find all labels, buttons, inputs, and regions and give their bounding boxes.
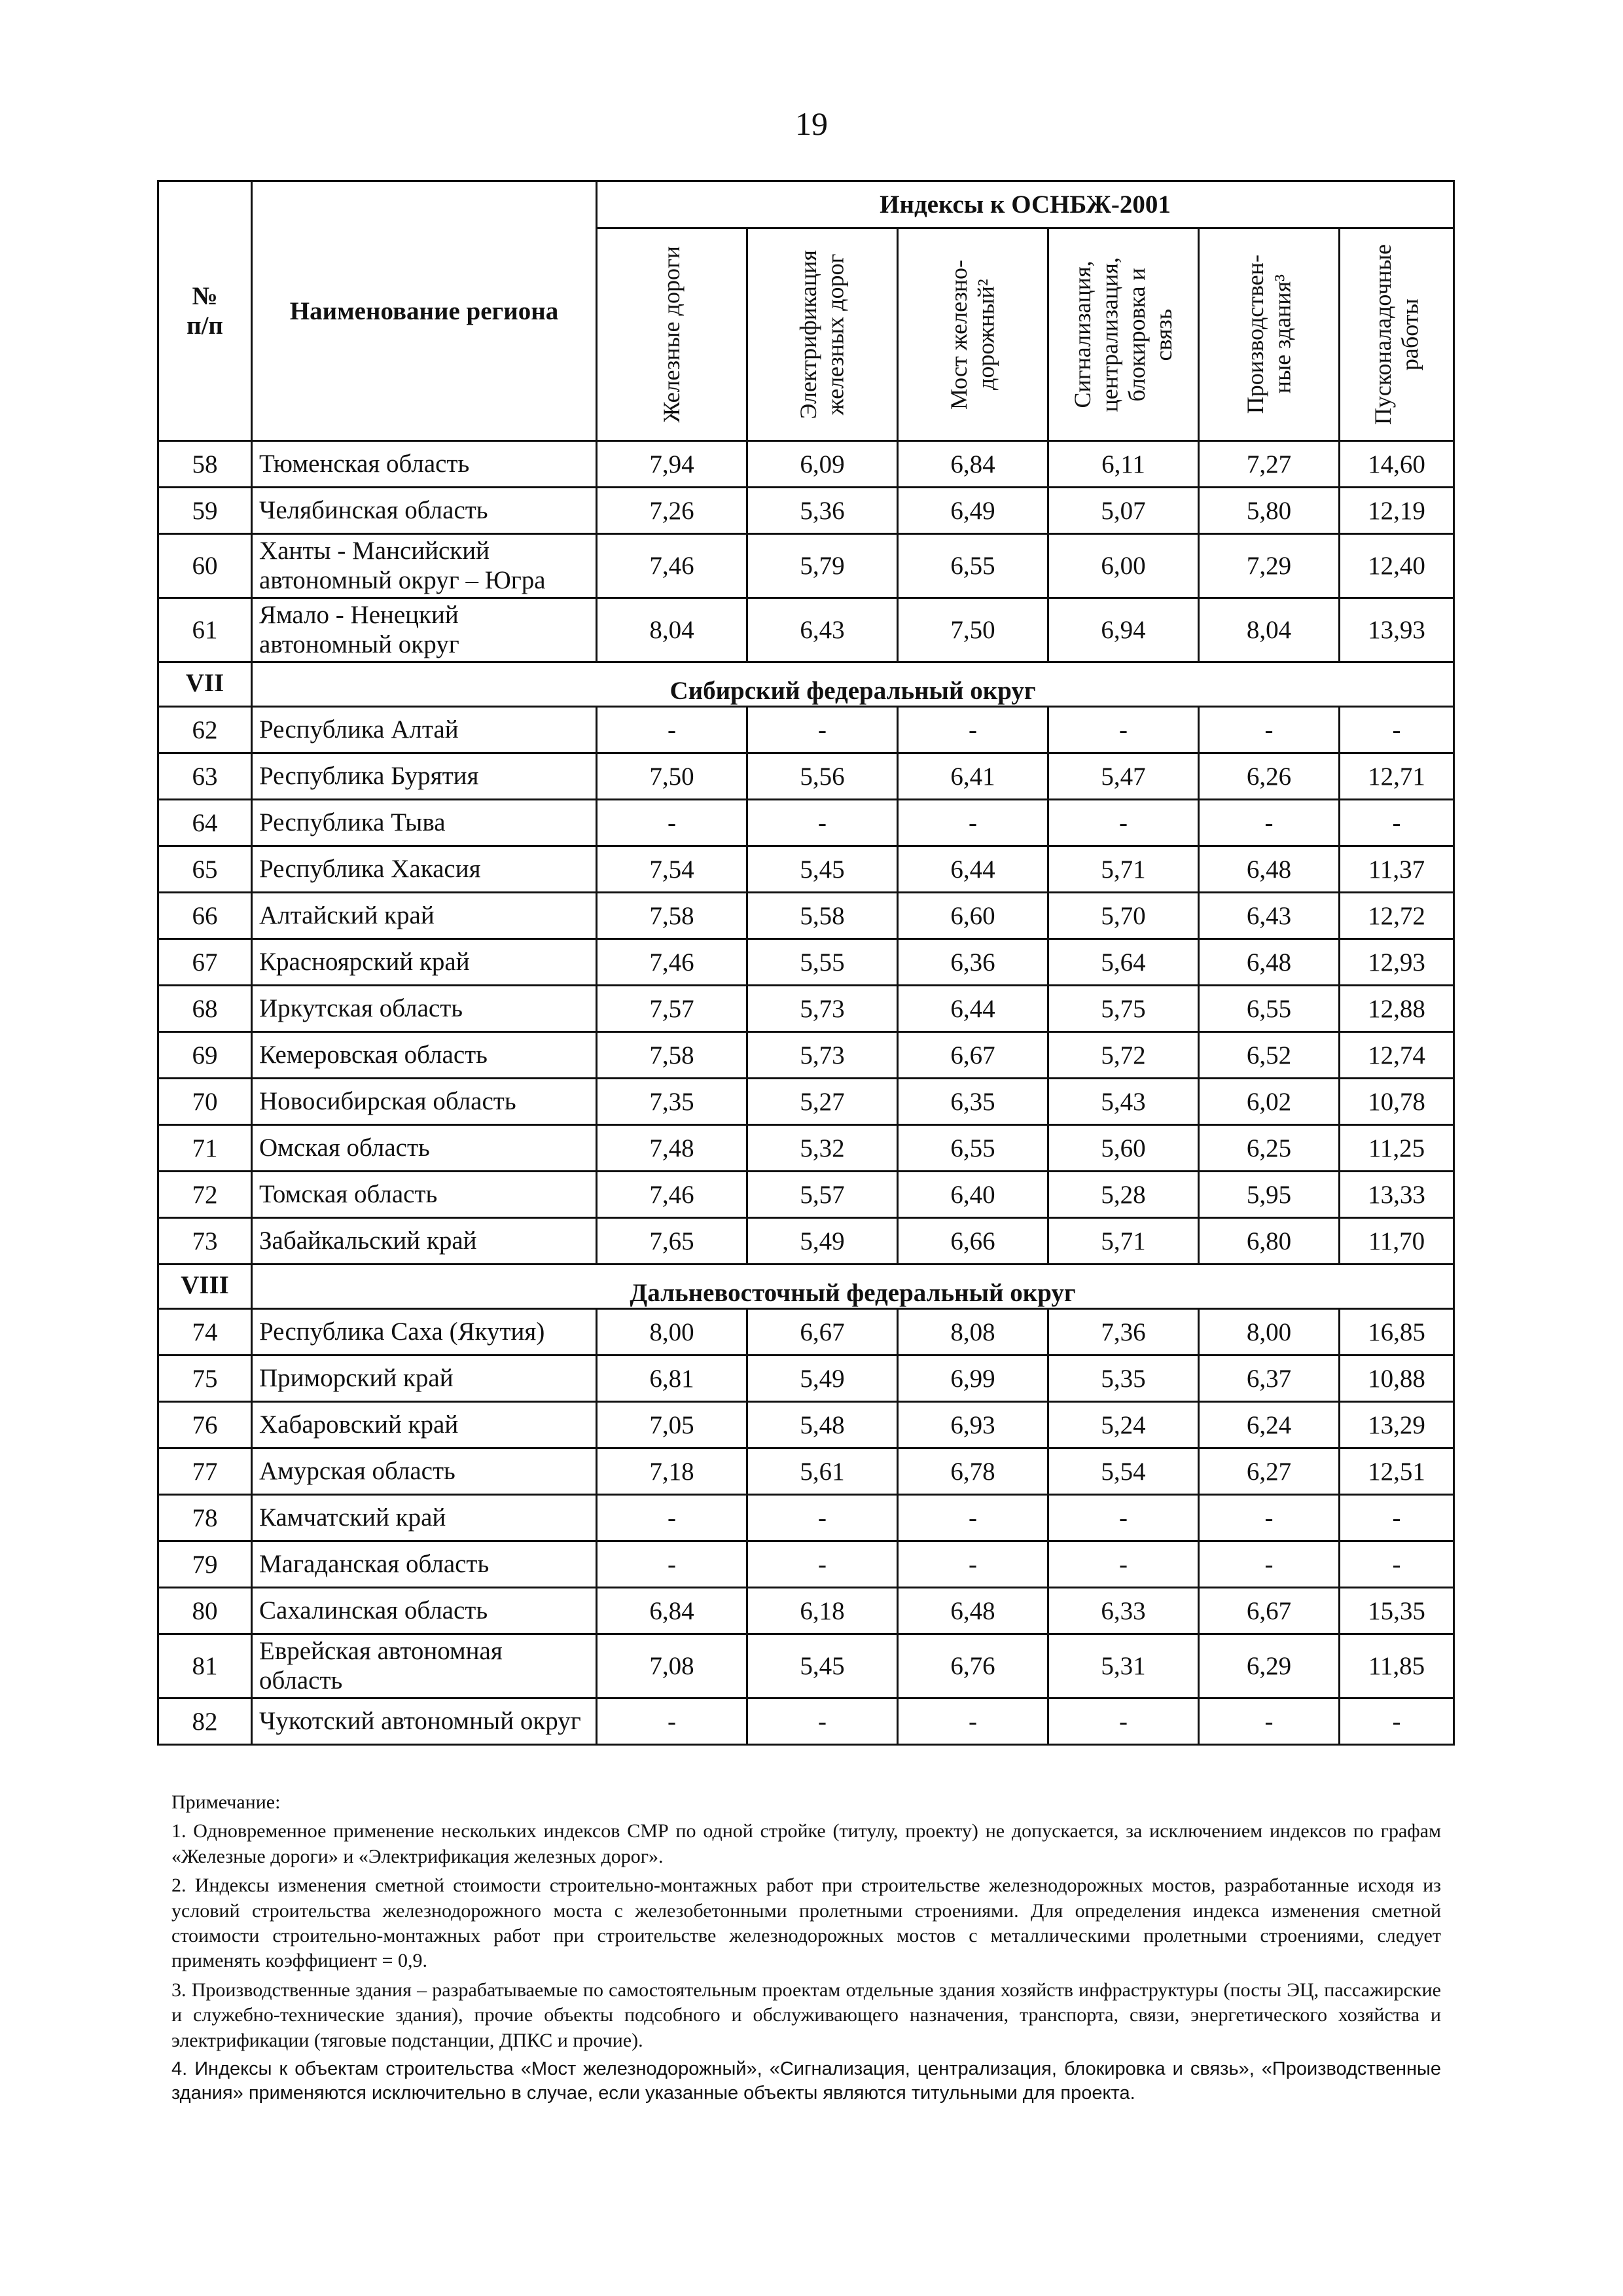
row-number: 76 (158, 1402, 252, 1448)
index-value: 6,35 (898, 1079, 1048, 1125)
row-number: 62 (158, 707, 252, 753)
index-value: 7,58 (597, 893, 747, 939)
index-value: 6,36 (898, 939, 1048, 986)
index-value: 7,46 (597, 1172, 747, 1218)
index-value: - (747, 1698, 898, 1745)
index-value: 5,45 (747, 846, 898, 893)
table-row (158, 753, 1454, 800)
group-header: Индексы к ОСНБЖ-2001 (597, 181, 1454, 228)
index-value: 6,55 (898, 534, 1048, 598)
index-value: 10,88 (1340, 1355, 1454, 1402)
region-name: Республика Саха (Якутия) (252, 1309, 597, 1355)
index-value: 5,71 (1048, 1218, 1199, 1265)
region-name: Камчатский край (252, 1495, 597, 1541)
region-name: Хабаровский край (252, 1402, 597, 1448)
index-value: 6,99 (898, 1355, 1048, 1402)
index-value: 7,08 (597, 1634, 747, 1698)
index-value: 6,37 (1199, 1355, 1340, 1402)
note-3: 3. Производственные здания – разрабатываемые по самостоятельным проектам отдельные здания хозяйств инфраструктуры (посты ЭЦ, пассажирские и служебно-технические здания), прочие объекты подсобного и обслуживающего назначения, транспорта, связи, энергетического хозяйства и электрификации (тяговые подстанции, ДПКС и прочие). (171, 1979, 1441, 2051)
index-value: 5,73 (747, 986, 898, 1032)
index-value: 12,40 (1340, 534, 1454, 598)
index-value: - (1199, 1541, 1340, 1588)
index-value: 8,00 (1199, 1309, 1340, 1355)
index-value: 7,29 (1199, 534, 1340, 598)
section-number: VIII (158, 1265, 252, 1309)
section-title: Дальневосточный федеральный округ (252, 1265, 1454, 1309)
table-row (158, 1032, 1454, 1079)
index-value: 5,79 (747, 534, 898, 598)
row-number: 63 (158, 753, 252, 800)
index-value: 11,25 (1340, 1125, 1454, 1172)
region-name: Еврейская автономная область (252, 1634, 597, 1698)
index-value: 15,35 (1340, 1588, 1454, 1634)
region-name: Томская область (252, 1172, 597, 1218)
region-name: Забайкальский край (252, 1218, 597, 1265)
index-value: 12,51 (1340, 1448, 1454, 1495)
index-value: 6,41 (898, 753, 1048, 800)
index-value: - (1048, 1495, 1199, 1541)
index-value: 5,28 (1048, 1172, 1199, 1218)
index-value: 5,36 (747, 488, 898, 534)
index-value: - (747, 1495, 898, 1541)
row-number: 81 (158, 1634, 252, 1698)
index-value: 6,55 (1199, 986, 1340, 1032)
index-value: 11,37 (1340, 846, 1454, 893)
index-value: 6,78 (898, 1448, 1048, 1495)
notes-title: Примечание: (171, 1791, 281, 1813)
row-number: 69 (158, 1032, 252, 1079)
index-value: 12,88 (1340, 986, 1454, 1032)
row-number: 74 (158, 1309, 252, 1355)
region-name: Иркутская область (252, 986, 597, 1032)
table-row (158, 1355, 1454, 1402)
index-value: 5,72 (1048, 1032, 1199, 1079)
index-value: 5,35 (1048, 1355, 1199, 1402)
index-value: - (898, 1495, 1048, 1541)
index-value: - (1340, 707, 1454, 753)
region-name: Приморский край (252, 1355, 597, 1402)
note-1: 1. Одновременное применение нескольких индексов СМР по одной стройке (титулу, проекту) не допускается, за исключением индексов по графам «Железные дороги» и «Электрификация железных дорог». (171, 1820, 1441, 1867)
index-value: 6,49 (898, 488, 1048, 534)
index-value: - (898, 1541, 1048, 1588)
index-value: 6,67 (898, 1032, 1048, 1079)
note-2: 2. Индексы изменения сметной стоимости строительно-монтажных работ при строительстве железнодорожных мостов, разработанные исходя из условий строительства железнодорожного моста с железобетонными пролетными строениями. Для определения индекса изменения сметной стоимости строительно-монтажных работ при строительстве железнодорожных мостов с металлическими пролетными строениями, следует применять коэффициент = 0,9. (171, 1874, 1441, 1972)
table-row (158, 1634, 1454, 1698)
table-row (158, 1079, 1454, 1125)
index-value: - (1199, 1495, 1340, 1541)
table-row (158, 1218, 1454, 1265)
index-value: - (747, 800, 898, 846)
index-value: 6,84 (597, 1588, 747, 1634)
index-value: 7,57 (597, 986, 747, 1032)
table-row (158, 1402, 1454, 1448)
table-row (158, 1698, 1454, 1745)
index-value: - (597, 707, 747, 753)
index-value: 6,55 (898, 1125, 1048, 1172)
index-value: 6,02 (1199, 1079, 1340, 1125)
region-name: Красноярский край (252, 939, 597, 986)
index-value: 6,43 (1199, 893, 1340, 939)
index-value: 5,45 (747, 1634, 898, 1698)
row-number: 82 (158, 1698, 252, 1745)
index-value: - (1048, 1541, 1199, 1588)
row-number: 72 (158, 1172, 252, 1218)
index-value: 6,43 (747, 598, 898, 662)
index-value: 5,64 (1048, 939, 1199, 986)
index-value: 7,58 (597, 1032, 747, 1079)
sub-header-2: Электрификация железных дорог (747, 228, 898, 441)
table-row (158, 986, 1454, 1032)
index-value: 5,75 (1048, 986, 1199, 1032)
index-value: 6,67 (1199, 1588, 1340, 1634)
index-value: - (898, 707, 1048, 753)
index-value: 7,46 (597, 939, 747, 986)
table-row (158, 800, 1454, 846)
index-value: 6,00 (1048, 534, 1199, 598)
index-value: 5,49 (747, 1355, 898, 1402)
index-value: - (1048, 800, 1199, 846)
col-num-header: № п/п (158, 181, 252, 441)
index-value: 6,11 (1048, 441, 1199, 488)
index-value: 5,07 (1048, 488, 1199, 534)
table-row (158, 893, 1454, 939)
index-value: 6,09 (747, 441, 898, 488)
index-value: 6,27 (1199, 1448, 1340, 1495)
index-value: 6,80 (1199, 1218, 1340, 1265)
index-value: 6,25 (1199, 1125, 1340, 1172)
region-name: Республика Тыва (252, 800, 597, 846)
index-value: 5,73 (747, 1032, 898, 1079)
index-value: 7,27 (1199, 441, 1340, 488)
row-number: 64 (158, 800, 252, 846)
index-value: - (1199, 707, 1340, 753)
index-value: 12,74 (1340, 1032, 1454, 1079)
index-value: 7,50 (597, 753, 747, 800)
row-number: 71 (158, 1125, 252, 1172)
notes-section (171, 1790, 1441, 2109)
index-value: 6,84 (898, 441, 1048, 488)
row-number: 66 (158, 893, 252, 939)
index-value: 6,93 (898, 1402, 1048, 1448)
row-number: 58 (158, 441, 252, 488)
index-value: 7,26 (597, 488, 747, 534)
index-value: 7,65 (597, 1218, 747, 1265)
row-number: 68 (158, 986, 252, 1032)
row-number: 59 (158, 488, 252, 534)
index-value: 5,27 (747, 1079, 898, 1125)
index-value: - (597, 1698, 747, 1745)
region-name: Магаданская область (252, 1541, 597, 1588)
index-value: 5,49 (747, 1218, 898, 1265)
index-value: 12,93 (1340, 939, 1454, 986)
index-value: 8,04 (1199, 598, 1340, 662)
index-value: 7,94 (597, 441, 747, 488)
table-row (158, 846, 1454, 893)
index-value: 12,19 (1340, 488, 1454, 534)
index-value: 5,60 (1048, 1125, 1199, 1172)
region-name: Республика Алтай (252, 707, 597, 753)
table-row (158, 1448, 1454, 1495)
index-value: 12,71 (1340, 753, 1454, 800)
page-number: 19 (795, 105, 828, 142)
section-row (158, 1265, 1454, 1309)
index-value: 5,58 (747, 893, 898, 939)
section-number: VII (158, 662, 252, 707)
index-value: 13,33 (1340, 1172, 1454, 1218)
sub-header-4: Сигнализация, централизация, блокировка и связь (1048, 228, 1199, 441)
note-4: 4. Индексы к объектам строительства «Мост железнодорожный», «Сигнализация, централизация, блокировка и связь», «Производственные здания» применяются исключительно в случае, если указанные объекты являются титульными для проекта. (171, 2058, 1441, 2104)
index-value: 13,29 (1340, 1402, 1454, 1448)
index-value: 5,31 (1048, 1634, 1199, 1698)
row-number: 75 (158, 1355, 252, 1402)
index-value: 6,40 (898, 1172, 1048, 1218)
table-row (158, 1588, 1454, 1634)
index-value: 6,26 (1199, 753, 1340, 800)
row-number: 60 (158, 534, 252, 598)
row-number: 77 (158, 1448, 252, 1495)
index-value: 6,48 (898, 1588, 1048, 1634)
index-value: 11,70 (1340, 1218, 1454, 1265)
sub-header-1: Железные дороги (597, 228, 747, 441)
index-value: - (898, 800, 1048, 846)
index-value: 5,55 (747, 939, 898, 986)
table-row (158, 1125, 1454, 1172)
index-value: - (1199, 800, 1340, 846)
region-name: Омская область (252, 1125, 597, 1172)
index-value: 6,66 (898, 1218, 1048, 1265)
index-value: 5,48 (747, 1402, 898, 1448)
row-number: 73 (158, 1218, 252, 1265)
index-value: - (898, 1698, 1048, 1745)
index-value: 5,95 (1199, 1172, 1340, 1218)
index-value: 7,05 (597, 1402, 747, 1448)
index-value: 5,80 (1199, 488, 1340, 534)
table-row (158, 939, 1454, 986)
row-number: 67 (158, 939, 252, 986)
index-value: 6,29 (1199, 1634, 1340, 1698)
index-value: 7,36 (1048, 1309, 1199, 1355)
table-row (158, 598, 1454, 662)
index-value: 16,85 (1340, 1309, 1454, 1355)
region-name: Тюменская область (252, 441, 597, 488)
index-value: 5,57 (747, 1172, 898, 1218)
region-name: Ханты - Мансийский автономный округ – Югра (252, 534, 597, 598)
table-row (158, 488, 1454, 534)
index-value: 7,50 (898, 598, 1048, 662)
index-value: 7,46 (597, 534, 747, 598)
index-value: 7,35 (597, 1079, 747, 1125)
index-value: 6,48 (1199, 846, 1340, 893)
index-value: 5,24 (1048, 1402, 1199, 1448)
region-name: Чукотский автономный округ (252, 1698, 597, 1745)
index-value: 6,48 (1199, 939, 1340, 986)
index-value: 6,33 (1048, 1588, 1199, 1634)
index-value: 5,54 (1048, 1448, 1199, 1495)
index-value: - (1048, 707, 1199, 753)
row-number: 65 (158, 846, 252, 893)
index-value: 7,48 (597, 1125, 747, 1172)
index-value: - (1340, 1495, 1454, 1541)
index-value: - (1048, 1698, 1199, 1745)
region-name: Новосибирская область (252, 1079, 597, 1125)
index-value: - (1199, 1698, 1340, 1745)
index-value: - (747, 707, 898, 753)
index-value: 5,32 (747, 1125, 898, 1172)
index-value: 6,76 (898, 1634, 1048, 1698)
region-name: Сахалинская область (252, 1588, 597, 1634)
index-value: 7,54 (597, 846, 747, 893)
index-value: 6,67 (747, 1309, 898, 1355)
table-row (158, 534, 1454, 598)
index-value: 6,81 (597, 1355, 747, 1402)
row-number: 78 (158, 1495, 252, 1541)
row-number: 79 (158, 1541, 252, 1588)
region-name: Республика Хакасия (252, 846, 597, 893)
index-value: 14,60 (1340, 441, 1454, 488)
section-title: Сибирский федеральный округ (252, 662, 1454, 707)
index-value: 6,94 (1048, 598, 1199, 662)
index-value: 8,00 (597, 1309, 747, 1355)
index-value: - (1340, 1698, 1454, 1745)
index-value: 6,44 (898, 846, 1048, 893)
index-value: 6,52 (1199, 1032, 1340, 1079)
index-value: - (597, 1541, 747, 1588)
index-value: 8,08 (898, 1309, 1048, 1355)
region-name: Ямало - Ненецкий автономный округ (252, 598, 597, 662)
index-value: 8,04 (597, 598, 747, 662)
table-row (158, 441, 1454, 488)
index-value: 10,78 (1340, 1079, 1454, 1125)
index-value: 5,71 (1048, 846, 1199, 893)
row-number: 80 (158, 1588, 252, 1634)
index-value: - (747, 1541, 898, 1588)
region-name: Кемеровская область (252, 1032, 597, 1079)
region-name: Республика Бурятия (252, 753, 597, 800)
index-value: 12,72 (1340, 893, 1454, 939)
table-row (158, 707, 1454, 753)
table-row (158, 1495, 1454, 1541)
col-region-header: Наименование региона (252, 181, 597, 441)
index-value: 5,47 (1048, 753, 1199, 800)
index-value: - (1340, 1541, 1454, 1588)
region-name: Алтайский край (252, 893, 597, 939)
index-value: 5,70 (1048, 893, 1199, 939)
table-row (158, 1309, 1454, 1355)
index-value: 5,56 (747, 753, 898, 800)
index-value: - (1340, 800, 1454, 846)
index-value: 5,61 (747, 1448, 898, 1495)
index-value: 11,85 (1340, 1634, 1454, 1698)
sub-header-6: Пусконаладочные работы (1340, 228, 1454, 441)
region-name: Челябинская область (252, 488, 597, 534)
regional-index-table (157, 180, 1455, 1746)
index-value: - (597, 1495, 747, 1541)
index-value: 6,18 (747, 1588, 898, 1634)
row-number: 61 (158, 598, 252, 662)
index-value: 6,60 (898, 893, 1048, 939)
row-number: 70 (158, 1079, 252, 1125)
index-value: 7,18 (597, 1448, 747, 1495)
section-row (158, 662, 1454, 707)
index-value: 5,43 (1048, 1079, 1199, 1125)
index-value: 6,44 (898, 986, 1048, 1032)
index-value: 13,93 (1340, 598, 1454, 662)
region-name: Амурская область (252, 1448, 597, 1495)
table-row (158, 1541, 1454, 1588)
table-row (158, 1172, 1454, 1218)
index-value: - (597, 800, 747, 846)
sub-header-5: Производствен- ные здания³ (1199, 228, 1340, 441)
sub-header-3: Мост железно- дорожный² (898, 228, 1048, 441)
index-value: 6,24 (1199, 1402, 1340, 1448)
